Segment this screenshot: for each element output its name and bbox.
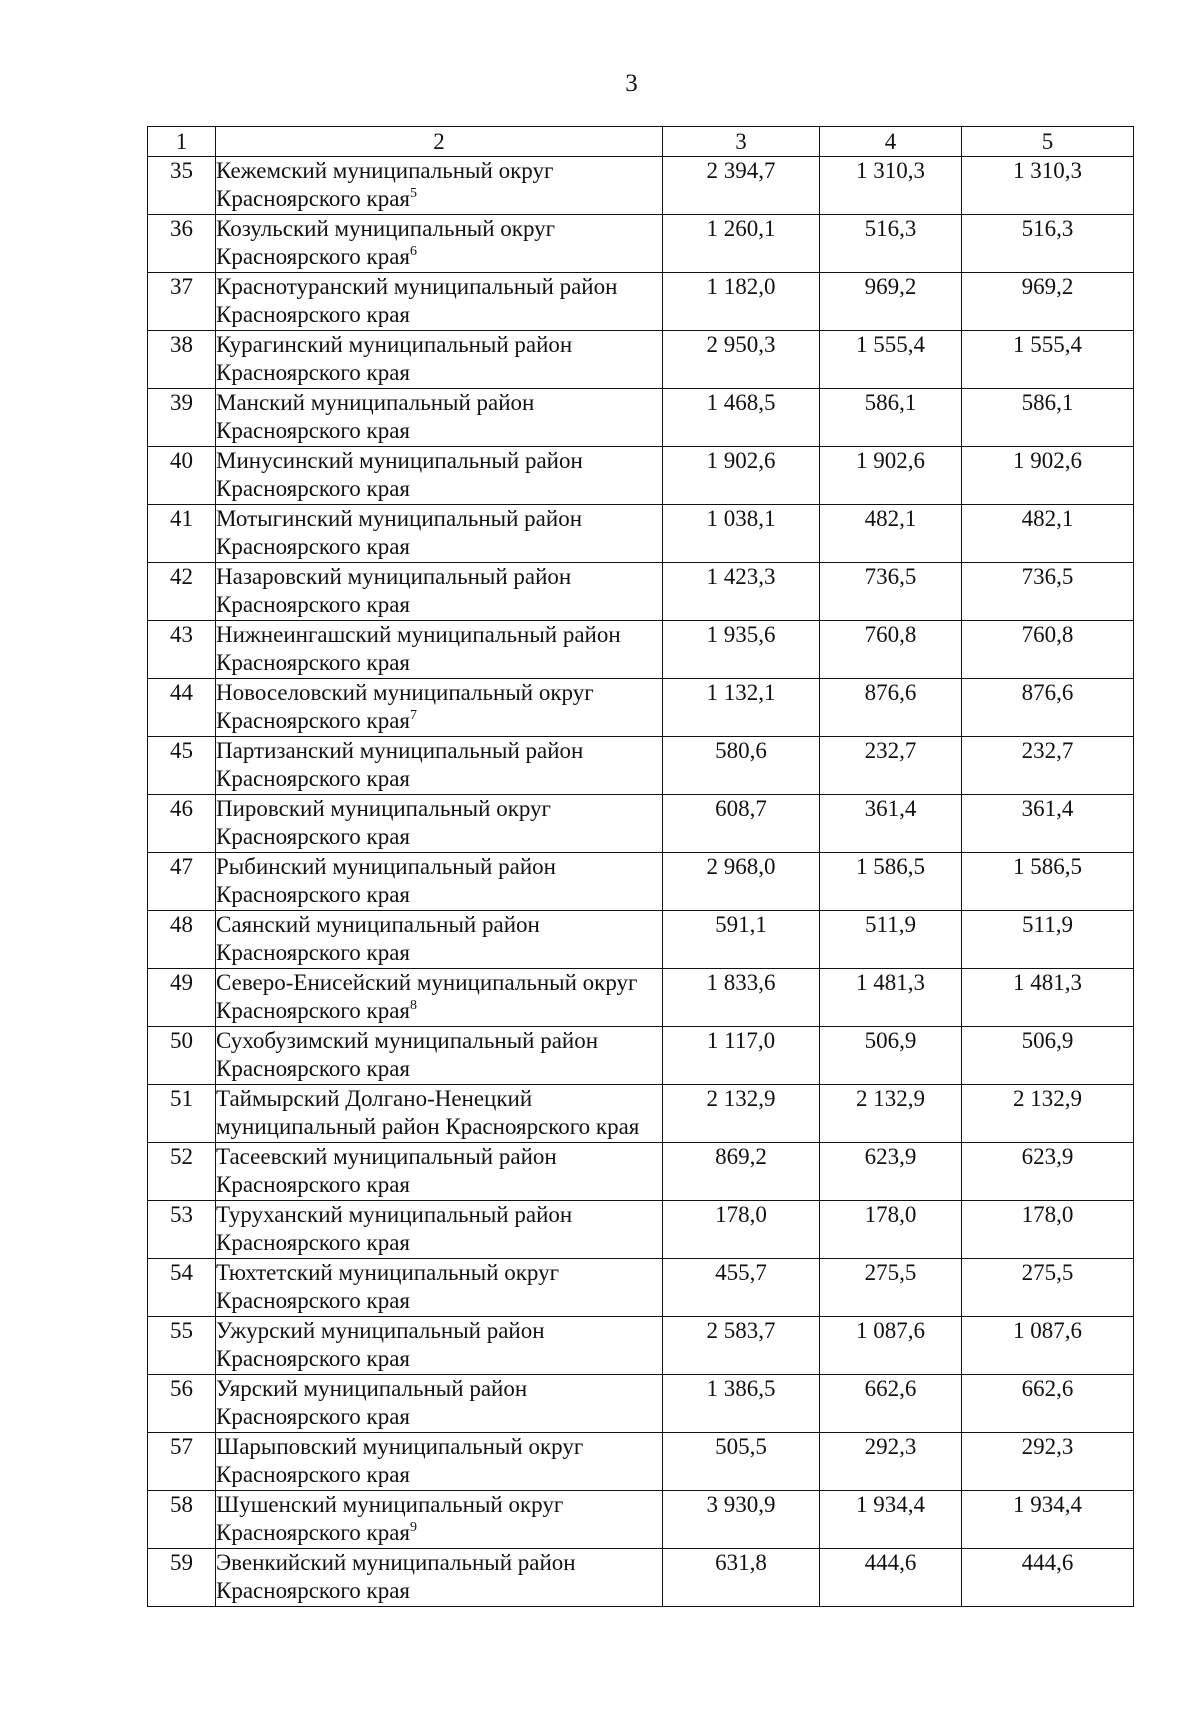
row-number-cell: 58 — [148, 1491, 216, 1549]
municipality-name-line-2-wrap — [216, 1345, 662, 1373]
row-number-cell: 54 — [148, 1259, 216, 1317]
municipality-name-line-2: Красноярского края — [216, 244, 410, 269]
municipality-name-line-2-wrap — [216, 997, 662, 1025]
row-number-cell: 55 — [148, 1317, 216, 1375]
municipality-name-line-1: Саянский муниципальный район — [216, 912, 540, 937]
municipality-name-line-2: Красноярского края — [216, 1404, 410, 1429]
municipality-name-line-1: Таймырский Долгано-Ненецкий — [216, 1086, 533, 1111]
municipality-name-line-1: Уярский муниципальный район — [216, 1376, 528, 1401]
municipality-name-cell — [216, 1375, 663, 1433]
municipality-name-line-2: Красноярского края — [216, 1346, 410, 1371]
value-cell-col-3: 2 950,3 — [663, 331, 820, 389]
value-cell-col-5: 1 087,6 — [962, 1317, 1134, 1375]
value-cell-col-4: 2 132,9 — [820, 1085, 962, 1143]
value-cell-col-3: 2 968,0 — [663, 853, 820, 911]
value-cell-col-5: 1 555,4 — [962, 331, 1134, 389]
value-cell-col-3: 3 930,9 — [663, 1491, 820, 1549]
table-row — [148, 737, 1134, 795]
municipality-name-cell — [216, 911, 663, 969]
table-body — [148, 157, 1134, 1607]
row-number-cell: 41 — [148, 505, 216, 563]
row-number-cell: 43 — [148, 621, 216, 679]
table-row — [148, 1375, 1134, 1433]
municipality-name-line-1: Тюхтетский муниципальный округ — [216, 1260, 560, 1285]
value-cell-col-5: 1 586,5 — [962, 853, 1134, 911]
value-cell-col-3: 580,6 — [663, 737, 820, 795]
municipality-name-line-2: Красноярского края — [216, 476, 410, 501]
value-cell-col-4: 1 934,4 — [820, 1491, 962, 1549]
municipality-name-cell — [216, 1201, 663, 1259]
row-number-cell: 39 — [148, 389, 216, 447]
municipality-name-cell — [216, 795, 663, 853]
municipality-name-line-2-wrap — [216, 1055, 662, 1083]
value-cell-col-3: 1 935,6 — [663, 621, 820, 679]
value-cell-col-5: 1 310,3 — [962, 157, 1134, 215]
municipality-name-line-2-wrap — [216, 243, 662, 271]
municipality-name-line-1: Пировский муниципальный округ — [216, 796, 551, 821]
municipality-name-line-2-wrap — [216, 185, 662, 213]
municipality-name-cell — [216, 1491, 663, 1549]
table-row — [148, 1027, 1134, 1085]
value-cell-col-4: 511,9 — [820, 911, 962, 969]
municipality-name-line-2: муниципальный район Красноярского края — [216, 1114, 640, 1139]
municipality-name-line-2: Красноярского края — [216, 1230, 410, 1255]
table-header-row — [148, 127, 1134, 157]
row-number-cell: 38 — [148, 331, 216, 389]
municipality-name-line-2-wrap — [216, 881, 662, 909]
value-cell-col-5: 1 902,6 — [962, 447, 1134, 505]
value-cell-col-3: 178,0 — [663, 1201, 820, 1259]
municipality-name-line-2-wrap — [216, 475, 662, 503]
municipality-name-line-1: Туруханский муниципальный район — [216, 1202, 573, 1227]
value-cell-col-5: 178,0 — [962, 1201, 1134, 1259]
table-row — [148, 331, 1134, 389]
footnote-marker: 5 — [410, 186, 417, 201]
table-row — [148, 795, 1134, 853]
value-cell-col-4: 1 310,3 — [820, 157, 962, 215]
municipality-name-cell — [216, 331, 663, 389]
table-row — [148, 215, 1134, 273]
value-cell-col-4: 275,5 — [820, 1259, 962, 1317]
value-cell-col-3: 1 038,1 — [663, 505, 820, 563]
municipality-name-line-2-wrap — [216, 765, 662, 793]
table-row — [148, 621, 1134, 679]
municipality-name-line-2: Красноярского края — [216, 302, 410, 327]
table-row — [148, 679, 1134, 737]
municipality-name-cell — [216, 447, 663, 505]
municipality-name-line-2-wrap — [216, 1461, 662, 1489]
value-cell-col-5: 586,1 — [962, 389, 1134, 447]
value-cell-col-4: 1 087,6 — [820, 1317, 962, 1375]
municipality-name-cell — [216, 737, 663, 795]
value-cell-col-3: 455,7 — [663, 1259, 820, 1317]
municipality-name-line-1: Нижнеингашский муниципальный район — [216, 622, 621, 647]
table-row — [148, 563, 1134, 621]
value-cell-col-4: 506,9 — [820, 1027, 962, 1085]
value-cell-col-4: 232,7 — [820, 737, 962, 795]
column-header-2: 2 — [216, 127, 663, 157]
value-cell-col-5: 482,1 — [962, 505, 1134, 563]
value-cell-col-3: 869,2 — [663, 1143, 820, 1201]
value-cell-col-5: 1 481,3 — [962, 969, 1134, 1027]
municipality-name-line-2: Красноярского края — [216, 708, 410, 733]
municipality-name-cell — [216, 273, 663, 331]
table-row — [148, 505, 1134, 563]
municipality-name-line-1: Шушенский муниципальный округ — [216, 1492, 564, 1517]
municipality-name-line-2: Красноярского края — [216, 1520, 410, 1545]
value-cell-col-3: 505,5 — [663, 1433, 820, 1491]
row-number-cell: 36 — [148, 215, 216, 273]
column-header-1: 1 — [148, 127, 216, 157]
municipality-name-line-2-wrap — [216, 591, 662, 619]
municipality-name-line-2: Красноярского края — [216, 534, 410, 559]
page-number: 3 — [625, 70, 638, 97]
value-cell-col-5: 292,3 — [962, 1433, 1134, 1491]
value-cell-col-5: 2 132,9 — [962, 1085, 1134, 1143]
value-cell-col-3: 1 117,0 — [663, 1027, 820, 1085]
municipality-name-line-2: Красноярского края — [216, 1578, 410, 1603]
municipality-name-line-2-wrap — [216, 359, 662, 387]
municipality-name-cell — [216, 1317, 663, 1375]
municipality-name-line-2-wrap — [216, 1171, 662, 1199]
municipality-name-cell — [216, 853, 663, 911]
value-cell-col-3: 2 132,9 — [663, 1085, 820, 1143]
municipality-name-line-2: Красноярского края — [216, 1056, 410, 1081]
value-cell-col-4: 178,0 — [820, 1201, 962, 1259]
value-cell-col-3: 1 386,5 — [663, 1375, 820, 1433]
municipality-name-line-2-wrap — [216, 417, 662, 445]
value-cell-col-5: 516,3 — [962, 215, 1134, 273]
municipality-name-line-2: Красноярского края — [216, 824, 410, 849]
municipality-name-cell — [216, 505, 663, 563]
municipality-name-cell — [216, 1259, 663, 1317]
municipality-name-line-2-wrap — [216, 1287, 662, 1315]
value-cell-col-5: 662,6 — [962, 1375, 1134, 1433]
value-cell-col-4: 1 481,3 — [820, 969, 962, 1027]
column-header-5: 5 — [962, 127, 1134, 157]
table-row — [148, 853, 1134, 911]
municipality-name-line-2-wrap — [216, 1519, 662, 1547]
table-row — [148, 1491, 1134, 1549]
value-cell-col-4: 662,6 — [820, 1375, 962, 1433]
municipality-name-line-1: Сухобузимский муниципальный район — [216, 1028, 599, 1053]
value-cell-col-3: 591,1 — [663, 911, 820, 969]
row-number-cell: 56 — [148, 1375, 216, 1433]
value-cell-col-5: 876,6 — [962, 679, 1134, 737]
footnote-marker: 9 — [410, 1520, 417, 1535]
municipality-name-line-1: Назаровский муниципальный район — [216, 564, 572, 589]
column-header-3: 3 — [663, 127, 820, 157]
municipality-name-line-2-wrap — [216, 939, 662, 967]
table-row — [148, 389, 1134, 447]
row-number-cell: 47 — [148, 853, 216, 911]
municipality-name-line-2: Красноярского края — [216, 1462, 410, 1487]
municipality-name-line-2: Красноярского края — [216, 766, 410, 791]
table-row — [148, 1143, 1134, 1201]
column-header-4: 4 — [820, 127, 962, 157]
value-cell-col-4: 444,6 — [820, 1549, 962, 1607]
value-cell-col-5: 361,4 — [962, 795, 1134, 853]
row-number-cell: 53 — [148, 1201, 216, 1259]
footnote-marker: 7 — [410, 708, 417, 723]
row-number-cell: 44 — [148, 679, 216, 737]
municipality-name-line-1: Тасеевский муниципальный район — [216, 1144, 557, 1169]
value-cell-col-5: 760,8 — [962, 621, 1134, 679]
value-cell-col-4: 969,2 — [820, 273, 962, 331]
table-row — [148, 157, 1134, 215]
municipality-name-line-2: Красноярского края — [216, 1288, 410, 1313]
value-cell-col-5: 275,5 — [962, 1259, 1134, 1317]
row-number-cell: 51 — [148, 1085, 216, 1143]
municipality-name-cell — [216, 969, 663, 1027]
municipality-name-line-1: Новоселовский муниципальный округ — [216, 680, 594, 705]
value-cell-col-4: 1 555,4 — [820, 331, 962, 389]
value-cell-col-5: 444,6 — [962, 1549, 1134, 1607]
municipality-name-line-1: Краснотуранский муниципальный район — [216, 274, 618, 299]
value-cell-col-3: 2 394,7 — [663, 157, 820, 215]
municipality-name-line-1: Северо-Енисейский муниципальный округ — [216, 970, 638, 995]
municipality-name-line-2-wrap — [216, 1577, 662, 1605]
municipality-name-line-2-wrap — [216, 1113, 662, 1141]
municipality-name-line-1: Партизанский муниципальный район — [216, 738, 584, 763]
municipality-name-line-2-wrap — [216, 533, 662, 561]
value-cell-col-4: 1 902,6 — [820, 447, 962, 505]
table-row — [148, 1201, 1134, 1259]
table-row — [148, 447, 1134, 505]
value-cell-col-5: 232,7 — [962, 737, 1134, 795]
table-row — [148, 1317, 1134, 1375]
budget-table — [147, 126, 1134, 1607]
municipality-name-line-2: Красноярского края — [216, 1172, 410, 1197]
row-number-cell: 35 — [148, 157, 216, 215]
municipality-name-line-1: Ужурский муниципальный район — [216, 1318, 545, 1343]
value-cell-col-3: 1 902,6 — [663, 447, 820, 505]
municipality-name-cell — [216, 679, 663, 737]
table-row — [148, 911, 1134, 969]
value-cell-col-4: 361,4 — [820, 795, 962, 853]
municipality-name-line-2: Красноярского края — [216, 418, 410, 443]
municipality-name-line-1: Рыбинский муниципальный район — [216, 854, 556, 879]
value-cell-col-3: 1 182,0 — [663, 273, 820, 331]
value-cell-col-3: 1 132,1 — [663, 679, 820, 737]
municipality-name-cell — [216, 1549, 663, 1607]
row-number-cell: 37 — [148, 273, 216, 331]
row-number-cell: 59 — [148, 1549, 216, 1607]
municipality-name-cell — [216, 1085, 663, 1143]
municipality-name-cell — [216, 1027, 663, 1085]
municipality-name-line-1: Эвенкийский муниципальный район — [216, 1550, 576, 1575]
row-number-cell: 52 — [148, 1143, 216, 1201]
table-row — [148, 273, 1134, 331]
footnote-marker: 8 — [410, 998, 417, 1013]
municipality-name-line-1: Мотыгинский муниципальный район — [216, 506, 583, 531]
value-cell-col-4: 736,5 — [820, 563, 962, 621]
municipality-name-cell — [216, 1433, 663, 1491]
value-cell-col-4: 623,9 — [820, 1143, 962, 1201]
value-cell-col-5: 623,9 — [962, 1143, 1134, 1201]
table-row — [148, 1259, 1134, 1317]
value-cell-col-4: 586,1 — [820, 389, 962, 447]
municipality-name-line-1: Шарыповский муниципальный округ — [216, 1434, 584, 1459]
table-row — [148, 1433, 1134, 1491]
municipality-name-line-2: Красноярского края — [216, 650, 410, 675]
value-cell-col-4: 292,3 — [820, 1433, 962, 1491]
municipality-name-cell — [216, 563, 663, 621]
footnote-marker: 6 — [410, 244, 417, 259]
value-cell-col-5: 969,2 — [962, 273, 1134, 331]
municipality-name-line-1: Козульский муниципальный округ — [216, 216, 556, 241]
municipality-name-line-2: Красноярского края — [216, 360, 410, 385]
value-cell-col-3: 608,7 — [663, 795, 820, 853]
value-cell-col-3: 1 833,6 — [663, 969, 820, 1027]
value-cell-col-5: 511,9 — [962, 911, 1134, 969]
municipality-name-cell — [216, 215, 663, 273]
row-number-cell: 42 — [148, 563, 216, 621]
municipality-name-line-2-wrap — [216, 707, 662, 735]
municipality-name-line-2-wrap — [216, 823, 662, 851]
value-cell-col-3: 1 260,1 — [663, 215, 820, 273]
table-row — [148, 969, 1134, 1027]
municipality-name-line-2: Красноярского края — [216, 998, 410, 1023]
value-cell-col-5: 1 934,4 — [962, 1491, 1134, 1549]
municipality-name-line-1: Минусинский муниципальный район — [216, 448, 583, 473]
municipality-name-line-2: Красноярского края — [216, 940, 410, 965]
municipality-name-line-2-wrap — [216, 649, 662, 677]
municipality-name-cell — [216, 1143, 663, 1201]
table-row — [148, 1549, 1134, 1607]
municipality-name-line-2: Красноярского края — [216, 186, 410, 211]
municipality-name-line-2: Красноярского края — [216, 882, 410, 907]
value-cell-col-3: 1 423,3 — [663, 563, 820, 621]
municipality-name-line-2-wrap — [216, 1403, 662, 1431]
municipality-name-line-1: Курагинский муниципальный район — [216, 332, 573, 357]
municipality-name-cell — [216, 621, 663, 679]
row-number-cell: 49 — [148, 969, 216, 1027]
value-cell-col-3: 1 468,5 — [663, 389, 820, 447]
municipality-name-line-1: Манский муниципальный район — [216, 390, 535, 415]
municipality-name-line-2-wrap — [216, 1229, 662, 1257]
row-number-cell: 48 — [148, 911, 216, 969]
value-cell-col-5: 506,9 — [962, 1027, 1134, 1085]
municipality-name-cell — [216, 389, 663, 447]
row-number-cell: 57 — [148, 1433, 216, 1491]
table-row — [148, 1085, 1134, 1143]
municipality-name-line-1: Кежемский муниципальный округ — [216, 158, 554, 183]
municipality-name-line-2-wrap — [216, 301, 662, 329]
value-cell-col-4: 760,8 — [820, 621, 962, 679]
value-cell-col-3: 2 583,7 — [663, 1317, 820, 1375]
value-cell-col-4: 516,3 — [820, 215, 962, 273]
value-cell-col-4: 1 586,5 — [820, 853, 962, 911]
value-cell-col-4: 876,6 — [820, 679, 962, 737]
municipality-name-cell — [216, 157, 663, 215]
row-number-cell: 50 — [148, 1027, 216, 1085]
row-number-cell: 40 — [148, 447, 216, 505]
value-cell-col-4: 482,1 — [820, 505, 962, 563]
row-number-cell: 45 — [148, 737, 216, 795]
value-cell-col-5: 736,5 — [962, 563, 1134, 621]
row-number-cell: 46 — [148, 795, 216, 853]
municipality-name-line-2: Красноярского края — [216, 592, 410, 617]
value-cell-col-3: 631,8 — [663, 1549, 820, 1607]
